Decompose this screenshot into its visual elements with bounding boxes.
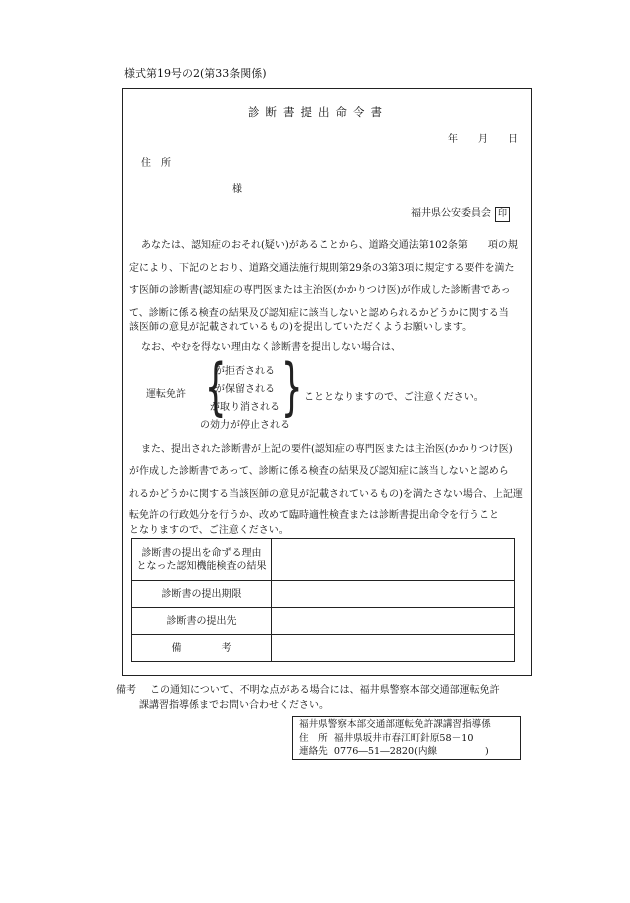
table-row-reason — [132, 539, 514, 581]
contact-address-label: 住 所 — [299, 732, 328, 744]
contact-phone-label: 連絡先 — [299, 746, 328, 757]
table-label-deadline: 診断書の提出期限 — [132, 581, 272, 607]
issuer-line — [411, 207, 510, 222]
table-row-deadline — [132, 581, 514, 608]
table-label-destination: 診断書の提出先 — [132, 608, 272, 634]
note-label: 備考 — [116, 685, 136, 696]
reason-line-2: となった認知機能検査の結果 — [136, 560, 267, 572]
contact-phone-row — [299, 745, 520, 759]
license-label: 運転免許 — [146, 389, 186, 400]
contact-box — [292, 716, 521, 760]
address-label: 住 所 — [141, 158, 171, 169]
issuer: 福井県公安委員会 — [411, 208, 491, 219]
contact-address: 福井県坂井市春江町針原58－10 — [333, 732, 474, 744]
table-row-destination — [132, 608, 514, 635]
p3-line-1: また、提出された診断書が上記の要件(認知症の専門医または主治医(かかりつけ医) — [141, 444, 513, 455]
recipient-honorific: 様 — [232, 184, 242, 195]
table-row-remarks — [132, 635, 514, 661]
option-refuse: が拒否される — [215, 366, 275, 377]
option-suspend: が保留される — [215, 384, 275, 395]
note-line-2: 課講習指導係までお問い合わせください。 — [139, 700, 329, 711]
p2: なお、やむを得ない理由なく診断書を提出しない場合は、 — [141, 342, 401, 353]
contact-office: 福井県警察本部交通部運転免許課講習指導係 — [299, 719, 491, 730]
document-title: 診断書提出命令書 — [248, 105, 388, 119]
reason-line-1: 診断書の提出を命ずる理由 — [141, 547, 262, 559]
table-label-reason — [132, 539, 272, 580]
p1-line-4: て、診断に係る検査の結果及び認知症に該当しないと認められるかどうかに関する当 — [129, 308, 509, 319]
p3-line-5: となりますので、ご注意ください。 — [129, 525, 289, 536]
p1-line-1: あなたは、認知症のおそれ(疑い)があることから、道路交通法第102条第 項の規 — [141, 240, 518, 251]
option-stop-effect: の効力が停止される — [200, 420, 290, 431]
note-line-1: この通知について、不明な点がある場合には、福井県警察本部交通部運転免許 — [150, 685, 500, 696]
table-label-remarks: 備 考 — [132, 635, 272, 661]
p1-line-2: 定により、下記のとおり、道路交通法施行規則第29条の3第3項に規定する要件を満た — [129, 263, 515, 274]
p3-line-4: 転免許の行政処分を行うか、改めて臨時適性検査または診断書提出命令を行うこと — [129, 510, 499, 521]
p3-line-3: れるかどうかに関する当該医師の意見が記載されているもの)を満たさない場合、上記運 — [129, 489, 523, 500]
consequence-text: こととなりますので、ご注意ください。 — [304, 392, 484, 403]
p1-line-3: す医師の診断書(認知症の専門医または主治医(かかりつけ医)が作成した診断書であっ — [129, 285, 511, 296]
seal-mark: 印 — [495, 207, 510, 222]
contact-address-row — [299, 732, 520, 746]
date-line: 年 月 日 — [448, 134, 518, 145]
p1-line-5: 該医師の意見が記載されているもの)を提出していただくようお願いします。 — [129, 322, 473, 333]
info-table — [131, 538, 515, 662]
right-brace: } — [280, 350, 303, 423]
p3-line-2: が作成した診断書であって、診断に係る検査の結果及び認知症に該当しないと認めら — [129, 466, 509, 477]
option-revoke: が取り消される — [210, 402, 280, 413]
left-brace: { — [204, 350, 227, 423]
contact-phone: 0776―51―2820(内線 ) — [333, 746, 489, 757]
form-number: 様式第19号の2(第33条関係) — [124, 67, 267, 80]
